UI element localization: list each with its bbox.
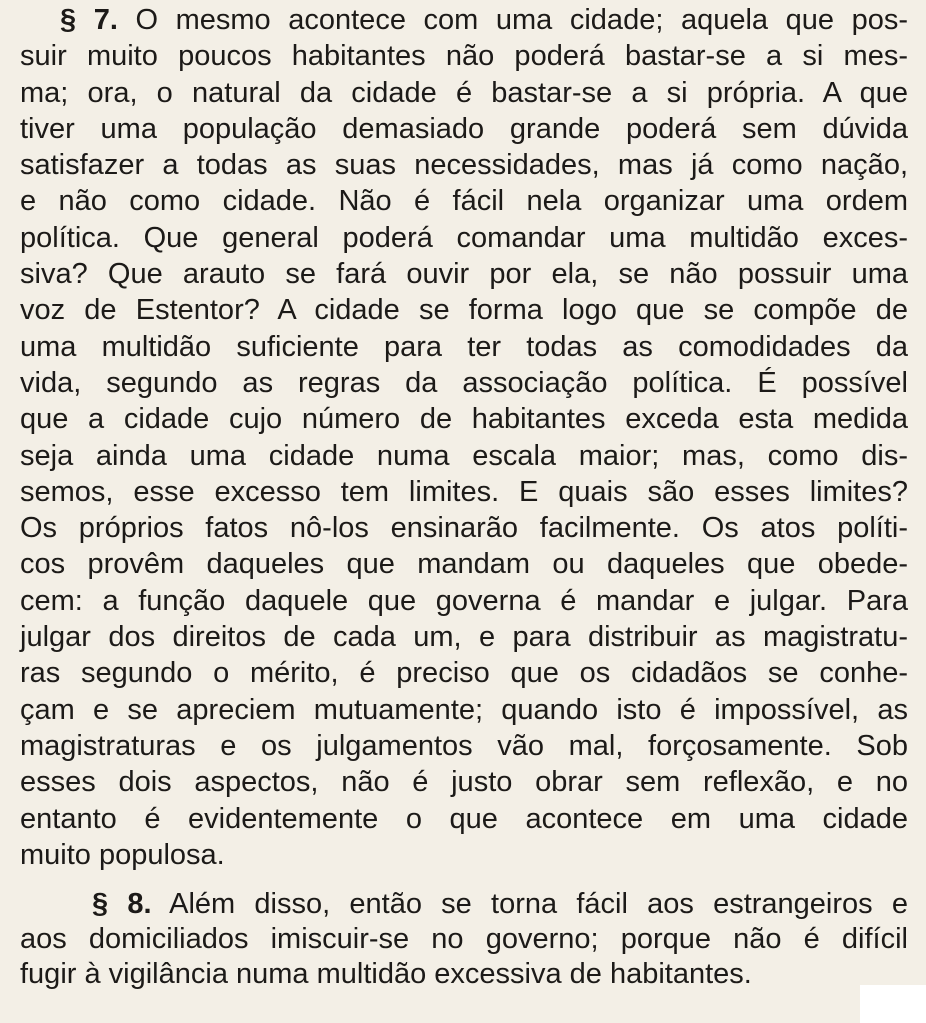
text-line: entanto é evidentemente o que acontece em uma cidade — [20, 802, 908, 835]
text-line: ras segundo o mérito, é preciso que os cidadãos se conhe- — [20, 657, 908, 690]
text-line: satisfazer a todas as suas necessidades, mas já como nação, — [20, 149, 908, 182]
text-line: e não como cidade. Não é fácil nela organizar uma ordem — [20, 185, 908, 218]
text-line: semos, esse excesso tem limites. E quais são esses limites? — [20, 475, 908, 508]
paragraph-section-7 — [20, 2, 908, 873]
text-line: çam e se apreciem mutuamente; quando isto é impossível, as — [20, 693, 908, 726]
text-line: que a cidade cujo número de habitantes exceda esta medida — [20, 403, 908, 436]
text-line: vida, segundo as regras da associação política. É possível — [20, 366, 908, 399]
text-line: siva? Que arauto se fará ouvir por ela, se não possuir uma — [20, 258, 908, 291]
text-line: política. Que general poderá comandar uma multidão exces- — [20, 221, 908, 254]
text-line: esses dois aspectos, não é justo obrar sem reflexão, e no — [20, 766, 908, 799]
scan-background-corner — [860, 985, 926, 1023]
text-line: ma; ora, o natural da cidade é bastar-se a si própria. A que — [20, 76, 908, 109]
text-line: § 7. O mesmo acontece com uma cidade; aquela que pos- — [60, 4, 908, 36]
text-line: magistraturas e os julgamentos vão mal, forçosamente. Sob — [20, 729, 908, 762]
section-marker: § 8. — [92, 888, 152, 921]
text-line: muito populosa. — [20, 838, 225, 871]
text-line: cem: a função daquele que governa é mandar e julgar. Para — [20, 584, 908, 617]
text-line: julgar dos direitos de cada um, e para distribuir as magistratu- — [20, 621, 908, 654]
text-line: aos domiciliados imiscuir-se no governo; porque não é difícil — [20, 923, 908, 956]
text-line: Os próprios fatos nô-los ensinarão facilmente. Os atos políti- — [20, 512, 908, 545]
paragraph-section-8 — [20, 887, 908, 992]
text-line: uma multidão suficiente para ter todas as comodidades da — [20, 330, 908, 363]
text-line: voz de Estentor? A cidade se forma logo que se compõe de — [20, 294, 908, 327]
text-line: § 8. Além disso, então se torna fácil aos estrangeiros e — [92, 888, 908, 921]
text-line: cos provêm daqueles que mandam ou daqueles que obede- — [20, 548, 908, 581]
text-line: tiver uma população demasiado grande poderá sem dúvida — [20, 112, 908, 145]
text-line: suir muito poucos habitantes não poderá bastar-se a si mes- — [20, 40, 908, 73]
text-line: fugir à vigilância numa multidão excessiva de habitantes. — [20, 958, 752, 991]
text-line: seja ainda uma cidade numa escala maior; mas, como dis- — [20, 439, 908, 472]
section-marker: § 7. — [60, 4, 118, 36]
book-page — [20, 2, 908, 992]
